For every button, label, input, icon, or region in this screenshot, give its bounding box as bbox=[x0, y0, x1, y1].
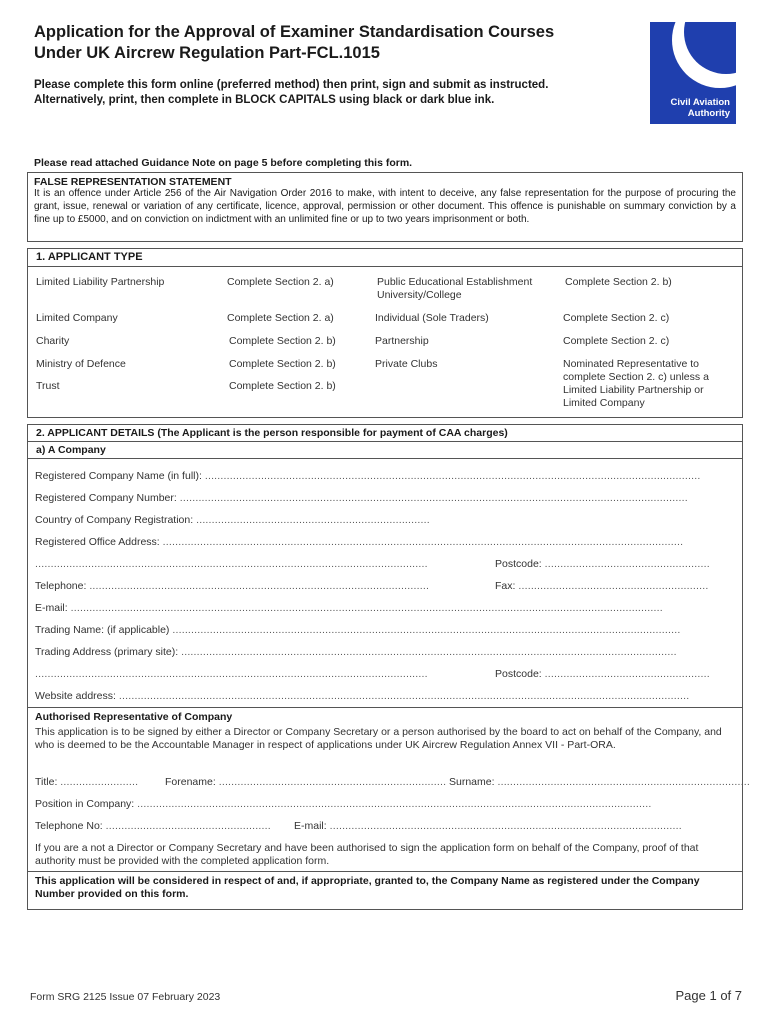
applicant-type-trust[interactable]: Trust bbox=[36, 380, 60, 392]
auth-email-label: E-mail: bbox=[294, 820, 327, 832]
applicant-type-partnership[interactable]: Partnership bbox=[375, 335, 429, 347]
auth-position-label: Position in Company: bbox=[35, 798, 135, 810]
section-applicant-details bbox=[27, 424, 750, 910]
auth-rep-paragraph: This application is to be signed by either a Director or Company Secretary or a person authorised by the board to act on behalf of the Company, and who is deemed to be the Accountable Manager in respect of applications under UK Aircrew Regulation Annex VII - Part-ORA. bbox=[35, 726, 722, 751]
auth-email-field[interactable]: E-mail: ................................................................................................................. bbox=[294, 820, 682, 832]
reg-name-field[interactable]: Registered Company Name (in full): ............................................................................................................................................................... bbox=[35, 470, 701, 482]
action-trust: Complete Section 2. b) bbox=[229, 380, 336, 392]
trading-address-field[interactable]: Trading Address (primary site): ............................................................................................................................................................... bbox=[35, 646, 677, 658]
auth-surname-field[interactable]: Surname: ................................................................................. bbox=[449, 776, 750, 788]
auth-forename-label: Forename: bbox=[165, 776, 216, 788]
fax-field[interactable]: Fax: ............................................................. bbox=[495, 580, 709, 592]
section-applicant-type bbox=[27, 248, 743, 418]
auth-surname-label: Surname: bbox=[449, 776, 495, 788]
trading-name-field[interactable]: Trading Name: (if applicable) ................................................................................................................................................................... bbox=[35, 624, 681, 636]
action-public-education: Complete Section 2. b) bbox=[565, 276, 672, 288]
false-statement-heading: FALSE REPRESENTATION STATEMENT bbox=[34, 176, 232, 188]
action-limited-company: Complete Section 2. a) bbox=[227, 312, 334, 324]
auth-telephone-label: Telephone No: bbox=[35, 820, 103, 832]
auth-rep-heading: Authorised Representative of Company bbox=[35, 711, 233, 723]
trading-postcode-field[interactable]: Postcode: ..................................................... bbox=[495, 668, 710, 680]
auth-telephone-field[interactable]: Telephone No: ..................................................... bbox=[35, 820, 271, 832]
false-statement-body: It is an offence under Article 256 of the Air Navigation Order 2016 to make, with intent to deceive, any false representation for the purpose of procuring the grant, issue, renewal or variation of any certificate, licence, approval, permission or other document. This offence is punishable on summary conviction by a fine up to £5000, and on conviction on indictment with an unlimited fine or up to two years imprisonment or both. bbox=[34, 188, 736, 225]
auth-title-label: Title: bbox=[35, 776, 58, 788]
intro-text bbox=[34, 78, 634, 108]
email-field[interactable]: E-mail: .............................................................................................................................................................................................. bbox=[35, 602, 663, 614]
form-title-line2: Under UK Aircrew Regulation Part-FCL.1015 bbox=[34, 44, 380, 62]
office-postcode-label: Postcode: bbox=[495, 558, 542, 570]
applicant-type-individual[interactable]: Individual (Sole Traders) bbox=[375, 312, 489, 324]
section2-heading: 2. APPLICANT DETAILS (The Applicant is the person responsible for payment of CAA charges) bbox=[28, 425, 742, 442]
office-address-label: Registered Office Address: bbox=[35, 536, 160, 548]
applicant-type-charity[interactable]: Charity bbox=[36, 335, 70, 347]
applicant-type-public-education[interactable]: Public Educational Establishment University/College bbox=[377, 276, 533, 301]
form-title bbox=[34, 22, 614, 64]
telephone-field[interactable]: Telephone: ............................................................................................................. bbox=[35, 580, 430, 592]
applicant-type-mod[interactable]: Ministry of Defence bbox=[36, 358, 126, 370]
trading-address-line2[interactable]: .............................................................................................................................. bbox=[35, 668, 428, 680]
action-individual: Complete Section 2. c) bbox=[563, 312, 670, 324]
section1-heading: 1. APPLICANT TYPE bbox=[28, 249, 742, 267]
form-reference: Form SRG 2125 Issue 07 February 2023 bbox=[30, 991, 221, 1003]
trading-postcode-label: Postcode: bbox=[495, 668, 542, 680]
website-field[interactable]: Website address: ....................................................................................................................................................................................... bbox=[35, 690, 690, 702]
fax-label: Fax: bbox=[495, 580, 516, 592]
country-field[interactable]: Country of Company Registration: ........................................................................... bbox=[35, 514, 430, 526]
action-charity: Complete Section 2. b) bbox=[229, 335, 336, 347]
caa-logo bbox=[650, 22, 736, 124]
applicant-type-llp[interactable]: Limited Liability Partnership bbox=[36, 276, 165, 288]
intro-line2: Alternatively, print, then complete in BLOCK CAPITALS using black or dark blue ink. bbox=[34, 94, 495, 106]
auth-forename-field[interactable]: Forename: ......................................................................... bbox=[165, 776, 447, 788]
trading-address-label: Trading Address (primary site): bbox=[35, 646, 179, 658]
auth-note: If you are a not a Director or Company Secretary and have been authorised to sign the application form on behalf of the Company, proof of that authority must be provided with the completed application form. bbox=[35, 842, 699, 867]
action-mod: Complete Section 2. b) bbox=[229, 358, 336, 370]
intro-line1: Please complete this form online (preferred method) then print, sign and submit as instructed. bbox=[34, 79, 549, 91]
applicant-type-limited-company[interactable]: Limited Company bbox=[36, 312, 118, 324]
section2-sub-a: a) A Company bbox=[28, 442, 742, 459]
action-llp: Complete Section 2. a) bbox=[227, 276, 334, 288]
action-private-clubs: Nominated Representative to complete Section 2. c) unless a Limited Liability Partnership or Limited Company bbox=[563, 358, 709, 409]
final-divider bbox=[28, 871, 742, 872]
applicant-type-private-clubs[interactable]: Private Clubs bbox=[375, 358, 438, 370]
website-label: Website address: bbox=[35, 690, 116, 702]
country-label: Country of Company Registration: bbox=[35, 514, 194, 526]
guidance-note: Please read attached Guidance Note on page 5 before completing this form. bbox=[34, 157, 413, 169]
reg-number-label: Registered Company Number: bbox=[35, 492, 177, 504]
office-address-line2[interactable]: .............................................................................................................................. bbox=[35, 558, 428, 570]
email-label: E-mail: bbox=[35, 602, 68, 614]
auth-divider bbox=[28, 707, 742, 708]
auth-title-field[interactable]: Title: ......................... bbox=[35, 776, 139, 788]
telephone-label: Telephone: bbox=[35, 580, 87, 592]
logo-line2: Authority bbox=[687, 107, 730, 119]
false-representation-box bbox=[27, 172, 743, 242]
trading-name-label: Trading Name: (if applicable) bbox=[35, 624, 170, 636]
reg-name-label: Registered Company Name (in full): bbox=[35, 470, 202, 482]
office-postcode-field[interactable]: Postcode: ..................................................... bbox=[495, 558, 710, 570]
final-statement: This application will be considered in respect of and, if appropriate, granted to, the Company Name as registered under the Company Number provided on this form. bbox=[35, 875, 700, 900]
page-number: Page 1 of 7 bbox=[675, 988, 742, 1003]
logo-line1: Civil Aviation bbox=[670, 97, 730, 108]
action-partnership: Complete Section 2. c) bbox=[563, 335, 670, 347]
form-title-line1: Application for the Approval of Examiner Standardisation Courses bbox=[34, 23, 555, 41]
office-address-field[interactable]: Registered Office Address: ....................................................................................................................................................................... bbox=[35, 536, 684, 548]
reg-number-field[interactable]: Registered Company Number: ................................................................................................................................................................... bbox=[35, 492, 688, 504]
caa-logo-text bbox=[671, 98, 730, 119]
auth-position-field[interactable]: Position in Company: ..................................................................................................................................................................... bbox=[35, 798, 652, 810]
